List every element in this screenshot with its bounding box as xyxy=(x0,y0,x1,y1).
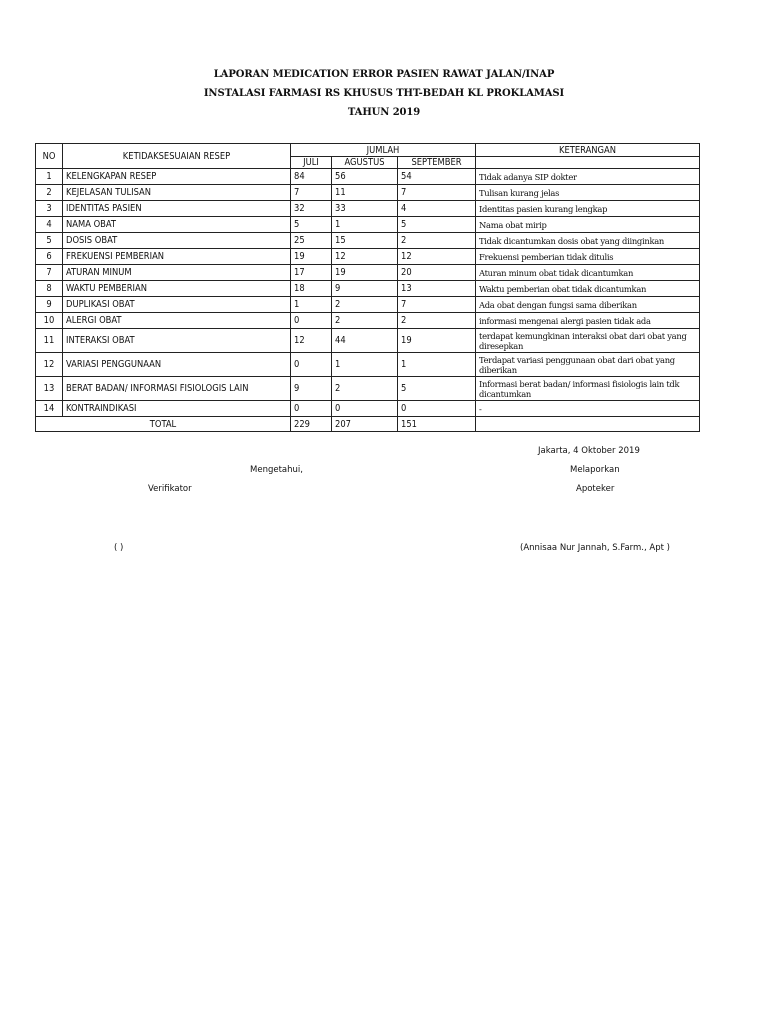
row-juli: 7 xyxy=(291,185,332,201)
header-keterangan-blank xyxy=(476,157,700,169)
header-jumlah: JUMLAH xyxy=(291,144,476,157)
row-item: DOSIS OBAT xyxy=(63,233,291,249)
row-agustus: 2 xyxy=(332,313,398,329)
table-row xyxy=(36,377,700,401)
report-subtitle: INSTALASI FARMASI RS KHUSUS THT-BEDAH KL PROKLAMASI xyxy=(203,88,565,99)
row-no: 2 xyxy=(36,185,63,201)
row-no: 5 xyxy=(36,233,63,249)
table-header-row xyxy=(36,144,700,157)
row-agustus: 15 xyxy=(332,233,398,249)
row-juli: 5 xyxy=(291,217,332,233)
row-keterangan: Tidak dicantumkan dosis obat yang diinginkan xyxy=(476,233,700,249)
row-no: 12 xyxy=(36,353,63,377)
table-row xyxy=(36,201,700,217)
row-agustus: 56 xyxy=(332,169,398,185)
row-keterangan: Waktu pemberian obat tidak dicantumkan xyxy=(476,281,700,297)
row-item: KEJELASAN TULISAN xyxy=(63,185,291,201)
table-row xyxy=(36,249,700,265)
row-no: 4 xyxy=(36,217,63,233)
header-no: NO xyxy=(36,144,63,169)
row-agustus: 33 xyxy=(332,201,398,217)
row-agustus: 2 xyxy=(332,297,398,313)
row-september: 12 xyxy=(398,249,476,265)
row-no: 1 xyxy=(36,169,63,185)
row-keterangan: Terdapat variasi penggunaan obat dari obat yang diberikan xyxy=(476,353,700,377)
total-row xyxy=(36,417,700,432)
row-juli: 32 xyxy=(291,201,332,217)
verifier-role: Verifikator xyxy=(148,484,192,494)
table-row xyxy=(36,233,700,249)
row-item: KELENGKAPAN RESEP xyxy=(63,169,291,185)
row-september: 0 xyxy=(398,401,476,417)
report-year: TAHUN 2019 xyxy=(347,107,421,118)
row-september: 4 xyxy=(398,201,476,217)
reporter-heading: Melaporkan xyxy=(570,465,620,475)
row-item: IDENTITAS PASIEN xyxy=(63,201,291,217)
table-row xyxy=(36,297,700,313)
row-keterangan: Tulisan kurang jelas xyxy=(476,185,700,201)
row-juli: 0 xyxy=(291,353,332,377)
row-item: WAKTU PEMBERIAN xyxy=(63,281,291,297)
row-september: 19 xyxy=(398,329,476,353)
table-row xyxy=(36,281,700,297)
row-agustus: 1 xyxy=(332,217,398,233)
row-keterangan: Tidak adanya SIP dokter xyxy=(476,169,700,185)
row-item: VARIASI PENGGUNAAN xyxy=(63,353,291,377)
header-month-juli: JULI xyxy=(291,157,332,169)
row-keterangan: - xyxy=(476,401,700,417)
row-september: 7 xyxy=(398,185,476,201)
header-item: KETIDAKSESUAIAN RESEP xyxy=(63,144,291,169)
row-juli: 17 xyxy=(291,265,332,281)
row-agustus: 1 xyxy=(332,353,398,377)
row-agustus: 11 xyxy=(332,185,398,201)
row-agustus: 44 xyxy=(332,329,398,353)
row-juli: 19 xyxy=(291,249,332,265)
row-item: FREKUENSI PEMBERIAN xyxy=(63,249,291,265)
row-item: DUPLIKASI OBAT xyxy=(63,297,291,313)
row-item: ALERGI OBAT xyxy=(63,313,291,329)
header-month-agustus: AGUSTUS xyxy=(332,157,398,169)
row-no: 10 xyxy=(36,313,63,329)
row-september: 5 xyxy=(398,377,476,401)
row-no: 7 xyxy=(36,265,63,281)
row-juli: 12 xyxy=(291,329,332,353)
row-item: NAMA OBAT xyxy=(63,217,291,233)
table-row xyxy=(36,401,700,417)
header-keterangan: KETERANGAN xyxy=(476,144,700,157)
row-juli: 9 xyxy=(291,377,332,401)
table-row xyxy=(36,313,700,329)
row-juli: 18 xyxy=(291,281,332,297)
row-agustus: 9 xyxy=(332,281,398,297)
row-no: 13 xyxy=(36,377,63,401)
total-keterangan-blank xyxy=(476,417,700,432)
row-item: KONTRAINDIKASI xyxy=(63,401,291,417)
row-item: INTERAKSI OBAT xyxy=(63,329,291,353)
row-agustus: 2 xyxy=(332,377,398,401)
table-row xyxy=(36,185,700,201)
total-juli: 229 xyxy=(291,417,332,432)
pharmacist-name: (Annisaa Nur Jannah, S.Farm., Apt ) xyxy=(520,543,670,553)
row-keterangan: terdapat kemungkinan interaksi obat dari obat yang diresepkan xyxy=(476,329,700,353)
row-keterangan: Identitas pasien kurang lengkap xyxy=(476,201,700,217)
row-keterangan: informasi mengenai alergi pasien tidak ada xyxy=(476,313,700,329)
table-row xyxy=(36,265,700,281)
row-no: 3 xyxy=(36,201,63,217)
verifier-name: ( ) xyxy=(114,543,124,553)
row-juli: 0 xyxy=(291,401,332,417)
total-label: TOTAL xyxy=(36,417,291,432)
row-agustus: 0 xyxy=(332,401,398,417)
row-keterangan: Aturan minum obat tidak dicantumkan xyxy=(476,265,700,281)
row-september: 2 xyxy=(398,233,476,249)
row-september: 20 xyxy=(398,265,476,281)
row-no: 11 xyxy=(36,329,63,353)
row-september: 5 xyxy=(398,217,476,233)
table-row xyxy=(36,217,700,233)
pharmacist-role: Apoteker xyxy=(576,484,615,494)
row-keterangan: Informasi berat badan/ informasi fisiologis lain tdk dicantumkan xyxy=(476,377,700,401)
row-keterangan: Ada obat dengan fungsi sama diberikan xyxy=(476,297,700,313)
report-title: LAPORAN MEDICATION ERROR PASIEN RAWAT JALAN/INAP xyxy=(213,69,555,80)
table-row xyxy=(36,169,700,185)
total-agustus: 207 xyxy=(332,417,398,432)
medication-error-table xyxy=(35,143,700,432)
row-no: 8 xyxy=(36,281,63,297)
row-juli: 25 xyxy=(291,233,332,249)
row-keterangan: Nama obat mirip xyxy=(476,217,700,233)
row-no: 14 xyxy=(36,401,63,417)
header-month-september: SEPTEMBER xyxy=(398,157,476,169)
row-agustus: 12 xyxy=(332,249,398,265)
row-juli: 0 xyxy=(291,313,332,329)
row-september: 7 xyxy=(398,297,476,313)
acknowledged-heading: Mengetahui, xyxy=(250,465,303,475)
table-row xyxy=(36,329,700,353)
row-item: ATURAN MINUM xyxy=(63,265,291,281)
row-september: 13 xyxy=(398,281,476,297)
row-september: 1 xyxy=(398,353,476,377)
row-juli: 1 xyxy=(291,297,332,313)
row-no: 6 xyxy=(36,249,63,265)
total-september: 151 xyxy=(398,417,476,432)
row-juli: 84 xyxy=(291,169,332,185)
table-row xyxy=(36,353,700,377)
row-september: 54 xyxy=(398,169,476,185)
row-no: 9 xyxy=(36,297,63,313)
row-september: 2 xyxy=(398,313,476,329)
place-date: Jakarta, 4 Oktober 2019 xyxy=(538,446,640,456)
row-agustus: 19 xyxy=(332,265,398,281)
row-item: BERAT BADAN/ INFORMASI FISIOLOGIS LAIN xyxy=(63,377,291,401)
row-keterangan: Frekuensi pemberian tidak ditulis xyxy=(476,249,700,265)
